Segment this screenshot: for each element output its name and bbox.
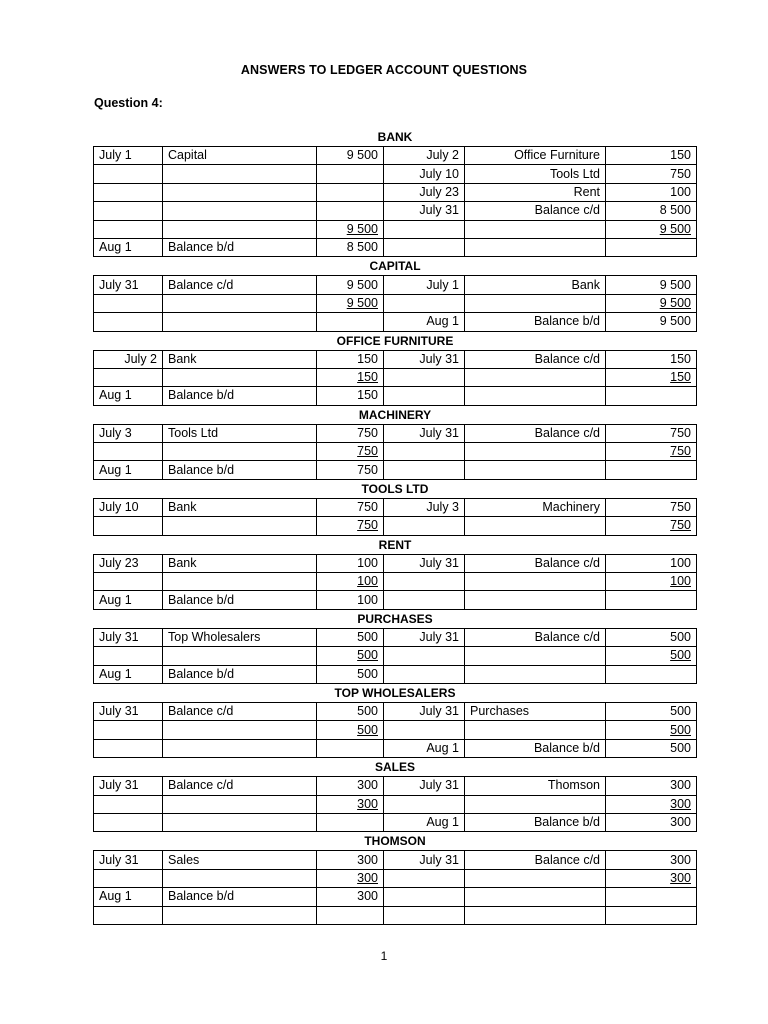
table-row [94, 813, 697, 831]
credit-amount: 9 500 [606, 313, 697, 331]
table-row [94, 906, 697, 924]
credit-amount: 8 500 [606, 202, 697, 220]
ledger-table [93, 350, 697, 406]
credit-date: July 31 [384, 350, 465, 368]
credit-date [384, 294, 465, 312]
debit-amount: 500 [317, 628, 384, 646]
credit-date [384, 665, 465, 683]
account-title: BANK [377, 130, 413, 144]
debit-amount [317, 202, 384, 220]
table-row [94, 183, 697, 201]
debit-details [163, 906, 317, 924]
credit-details: Purchases [465, 702, 606, 720]
credit-details: Bank [465, 276, 606, 294]
debit-details [163, 869, 317, 887]
debit-details [163, 647, 317, 665]
credit-amount: 100 [606, 183, 697, 201]
debit-date [94, 313, 163, 331]
account-sales [93, 758, 697, 832]
debit-amount: 150 [317, 350, 384, 368]
table-row [94, 554, 697, 572]
credit-amount: 300 [606, 813, 697, 831]
credit-amount: 750 [606, 424, 697, 442]
table-row [94, 294, 697, 312]
debit-details: Sales [163, 851, 317, 869]
credit-amount: 9 500 [606, 294, 697, 312]
credit-date [384, 906, 465, 924]
table-row [94, 517, 697, 535]
credit-details [465, 238, 606, 256]
debit-date: July 1 [94, 147, 163, 165]
debit-date [94, 906, 163, 924]
debit-amount: 300 [317, 795, 384, 813]
credit-amount: 9 500 [606, 276, 697, 294]
credit-amount: 300 [606, 795, 697, 813]
debit-date [94, 721, 163, 739]
credit-date: July 31 [384, 628, 465, 646]
debit-amount: 300 [317, 888, 384, 906]
credit-date: July 31 [384, 777, 465, 795]
credit-details: Balance b/d [465, 739, 606, 757]
credit-date: July 31 [384, 702, 465, 720]
debit-date [94, 795, 163, 813]
debit-date [94, 647, 163, 665]
credit-details [465, 906, 606, 924]
account-purchases [93, 610, 697, 684]
debit-date [94, 813, 163, 831]
credit-date: Aug 1 [384, 739, 465, 757]
account-title: TOP WHOLESALERS [334, 685, 456, 700]
credit-amount: 500 [606, 739, 697, 757]
debit-amount: 8 500 [317, 238, 384, 256]
credit-details: Balance c/d [465, 554, 606, 572]
credit-amount: 750 [606, 443, 697, 461]
credit-date: July 10 [384, 165, 465, 183]
credit-details: Balance c/d [465, 628, 606, 646]
credit-details: Rent [465, 183, 606, 201]
table-row [94, 591, 697, 609]
debit-date: July 31 [94, 702, 163, 720]
account-title: TOOLS LTD [361, 481, 429, 496]
debit-date [94, 739, 163, 757]
account-title: OFFICE FURNITURE [336, 333, 454, 348]
account-title: MACHINERY [358, 407, 432, 422]
table-row [94, 387, 697, 405]
credit-details [465, 721, 606, 739]
table-row [94, 739, 697, 757]
credit-amount [606, 906, 697, 924]
debit-date: Aug 1 [94, 591, 163, 609]
debit-details [163, 368, 317, 386]
debit-details [163, 795, 317, 813]
credit-date [384, 573, 465, 591]
debit-details: Balance c/d [163, 276, 317, 294]
credit-date [384, 795, 465, 813]
debit-date: July 3 [94, 424, 163, 442]
table-row [94, 777, 697, 795]
ledger-table [93, 498, 697, 536]
table-row [94, 573, 697, 591]
table-row [94, 368, 697, 386]
debit-amount: 300 [317, 869, 384, 887]
table-row [94, 702, 697, 720]
credit-amount: 750 [606, 165, 697, 183]
table-row [94, 851, 697, 869]
debit-details [163, 721, 317, 739]
credit-date [384, 869, 465, 887]
ledger-accounts [93, 128, 697, 925]
debit-date [94, 202, 163, 220]
debit-amount: 150 [317, 387, 384, 405]
credit-date: Aug 1 [384, 313, 465, 331]
debit-details: Balance b/d [163, 238, 317, 256]
debit-details: Bank [163, 350, 317, 368]
debit-amount: 500 [317, 702, 384, 720]
table-row [94, 665, 697, 683]
debit-details: Balance b/d [163, 665, 317, 683]
credit-details [465, 368, 606, 386]
debit-amount [317, 165, 384, 183]
table-row [94, 202, 697, 220]
credit-amount [606, 888, 697, 906]
debit-details [163, 294, 317, 312]
account-rent [93, 536, 697, 610]
account-title: SALES [374, 760, 415, 775]
table-row [94, 238, 697, 256]
debit-details [163, 739, 317, 757]
table-row [94, 869, 697, 887]
debit-amount [317, 813, 384, 831]
credit-details: Tools Ltd [465, 165, 606, 183]
account-bank [93, 128, 697, 257]
debit-amount: 9 500 [317, 276, 384, 294]
debit-date: July 10 [94, 498, 163, 516]
debit-date: July 23 [94, 554, 163, 572]
credit-amount: 100 [606, 573, 697, 591]
credit-date: July 2 [384, 147, 465, 165]
debit-amount: 750 [317, 443, 384, 461]
debit-details [163, 443, 317, 461]
table-row [94, 721, 697, 739]
credit-details [465, 517, 606, 535]
debit-details: Bank [163, 554, 317, 572]
debit-date [94, 220, 163, 238]
credit-amount: 500 [606, 721, 697, 739]
debit-date: July 31 [94, 851, 163, 869]
debit-date: July 31 [94, 628, 163, 646]
credit-amount: 750 [606, 517, 697, 535]
account-title: PURCHASES [357, 611, 433, 626]
debit-details [163, 183, 317, 201]
credit-amount: 100 [606, 554, 697, 572]
ledger-table [93, 275, 697, 331]
debit-amount: 100 [317, 591, 384, 609]
credit-amount: 750 [606, 498, 697, 516]
credit-details: Balance b/d [465, 813, 606, 831]
debit-date [94, 368, 163, 386]
credit-details [465, 294, 606, 312]
document-title: ANSWERS TO LEDGER ACCOUNT QUESTIONS [240, 63, 528, 77]
credit-date: July 31 [384, 851, 465, 869]
credit-date [384, 238, 465, 256]
credit-date [384, 517, 465, 535]
table-row [94, 147, 697, 165]
credit-details [465, 443, 606, 461]
table-row [94, 461, 697, 479]
debit-details: Balance b/d [163, 888, 317, 906]
account-office-furniture [93, 332, 697, 406]
credit-amount: 500 [606, 702, 697, 720]
debit-details: Balance c/d [163, 777, 317, 795]
debit-details [163, 220, 317, 238]
credit-date [384, 387, 465, 405]
credit-date [384, 368, 465, 386]
credit-details: Thomson [465, 777, 606, 795]
debit-amount: 150 [317, 368, 384, 386]
ledger-table [93, 628, 697, 684]
table-row [94, 498, 697, 516]
debit-date [94, 165, 163, 183]
debit-date: July 31 [94, 276, 163, 294]
debit-details: Balance b/d [163, 591, 317, 609]
ledger-table [93, 702, 697, 758]
credit-details [465, 461, 606, 479]
ledger-table [93, 146, 697, 257]
account-tools-ltd [93, 480, 697, 536]
credit-details: Balance c/d [465, 202, 606, 220]
credit-amount [606, 591, 697, 609]
account-top-wholesalers [93, 684, 697, 758]
debit-details [163, 517, 317, 535]
credit-details: Balance c/d [465, 424, 606, 442]
debit-details: Tools Ltd [163, 424, 317, 442]
table-row [94, 628, 697, 646]
account-thomson [93, 832, 697, 925]
credit-details [465, 888, 606, 906]
debit-details: Balance c/d [163, 702, 317, 720]
credit-amount: 500 [606, 628, 697, 646]
credit-amount [606, 238, 697, 256]
credit-details [465, 573, 606, 591]
account-title: CAPITAL [369, 259, 421, 274]
table-row [94, 350, 697, 368]
credit-date: July 31 [384, 202, 465, 220]
debit-amount [317, 313, 384, 331]
debit-amount: 750 [317, 461, 384, 479]
credit-details [465, 869, 606, 887]
credit-date: July 31 [384, 424, 465, 442]
credit-date [384, 888, 465, 906]
debit-date [94, 869, 163, 887]
debit-details [163, 813, 317, 831]
debit-details [163, 202, 317, 220]
debit-date: Aug 1 [94, 387, 163, 405]
debit-details [163, 573, 317, 591]
debit-details: Balance b/d [163, 387, 317, 405]
debit-amount: 500 [317, 665, 384, 683]
debit-date: July 2 [94, 350, 163, 368]
account-title: THOMSON [364, 834, 426, 849]
debit-amount: 300 [317, 777, 384, 795]
credit-details [465, 220, 606, 238]
credit-date [384, 443, 465, 461]
credit-amount: 300 [606, 777, 697, 795]
page-number: 1 [380, 949, 388, 963]
credit-amount: 150 [606, 368, 697, 386]
table-row [94, 424, 697, 442]
credit-date [384, 591, 465, 609]
credit-details [465, 387, 606, 405]
debit-date: Aug 1 [94, 461, 163, 479]
debit-date [94, 573, 163, 591]
credit-details [465, 795, 606, 813]
debit-date: Aug 1 [94, 888, 163, 906]
debit-date [94, 443, 163, 461]
debit-amount: 100 [317, 573, 384, 591]
credit-date: July 3 [384, 498, 465, 516]
debit-amount: 750 [317, 498, 384, 516]
debit-details: Top Wholesalers [163, 628, 317, 646]
credit-details [465, 591, 606, 609]
table-row [94, 888, 697, 906]
credit-details: Balance c/d [465, 350, 606, 368]
table-row [94, 795, 697, 813]
credit-date: July 31 [384, 554, 465, 572]
credit-amount [606, 387, 697, 405]
debit-amount: 9 500 [317, 294, 384, 312]
table-row [94, 443, 697, 461]
debit-details: Capital [163, 147, 317, 165]
debit-amount: 500 [317, 721, 384, 739]
credit-amount: 300 [606, 869, 697, 887]
table-row [94, 165, 697, 183]
debit-amount [317, 739, 384, 757]
ledger-table [93, 424, 697, 480]
credit-details: Balance b/d [465, 313, 606, 331]
credit-amount [606, 665, 697, 683]
credit-amount: 500 [606, 647, 697, 665]
debit-amount: 500 [317, 647, 384, 665]
debit-amount: 9 500 [317, 220, 384, 238]
debit-date: Aug 1 [94, 665, 163, 683]
debit-amount [317, 906, 384, 924]
credit-amount: 300 [606, 851, 697, 869]
table-row [94, 276, 697, 294]
credit-amount [606, 461, 697, 479]
credit-date [384, 220, 465, 238]
account-machinery [93, 406, 697, 480]
credit-date: July 23 [384, 183, 465, 201]
debit-details [163, 313, 317, 331]
debit-amount: 300 [317, 851, 384, 869]
debit-date: July 31 [94, 777, 163, 795]
credit-date: Aug 1 [384, 813, 465, 831]
debit-amount: 750 [317, 424, 384, 442]
credit-date: July 1 [384, 276, 465, 294]
credit-details: Machinery [465, 498, 606, 516]
debit-date [94, 517, 163, 535]
credit-details: Balance c/d [465, 851, 606, 869]
debit-date [94, 294, 163, 312]
ledger-table [93, 554, 697, 610]
table-row [94, 220, 697, 238]
debit-date: Aug 1 [94, 238, 163, 256]
account-capital [93, 257, 697, 331]
debit-details [163, 165, 317, 183]
debit-amount: 750 [317, 517, 384, 535]
debit-amount [317, 183, 384, 201]
credit-date [384, 647, 465, 665]
debit-details: Balance b/d [163, 461, 317, 479]
credit-date [384, 721, 465, 739]
credit-amount: 150 [606, 147, 697, 165]
credit-details [465, 647, 606, 665]
table-row [94, 647, 697, 665]
question-heading: Question 4: [94, 96, 163, 110]
credit-details: Office Furniture [465, 147, 606, 165]
table-row [94, 313, 697, 331]
ledger-table [93, 776, 697, 832]
debit-amount: 100 [317, 554, 384, 572]
ledger-table [93, 850, 697, 925]
credit-amount: 9 500 [606, 220, 697, 238]
debit-amount: 9 500 [317, 147, 384, 165]
credit-amount: 150 [606, 350, 697, 368]
account-title: RENT [378, 537, 412, 552]
credit-details [465, 665, 606, 683]
debit-date [94, 183, 163, 201]
credit-date [384, 461, 465, 479]
debit-details: Bank [163, 498, 317, 516]
